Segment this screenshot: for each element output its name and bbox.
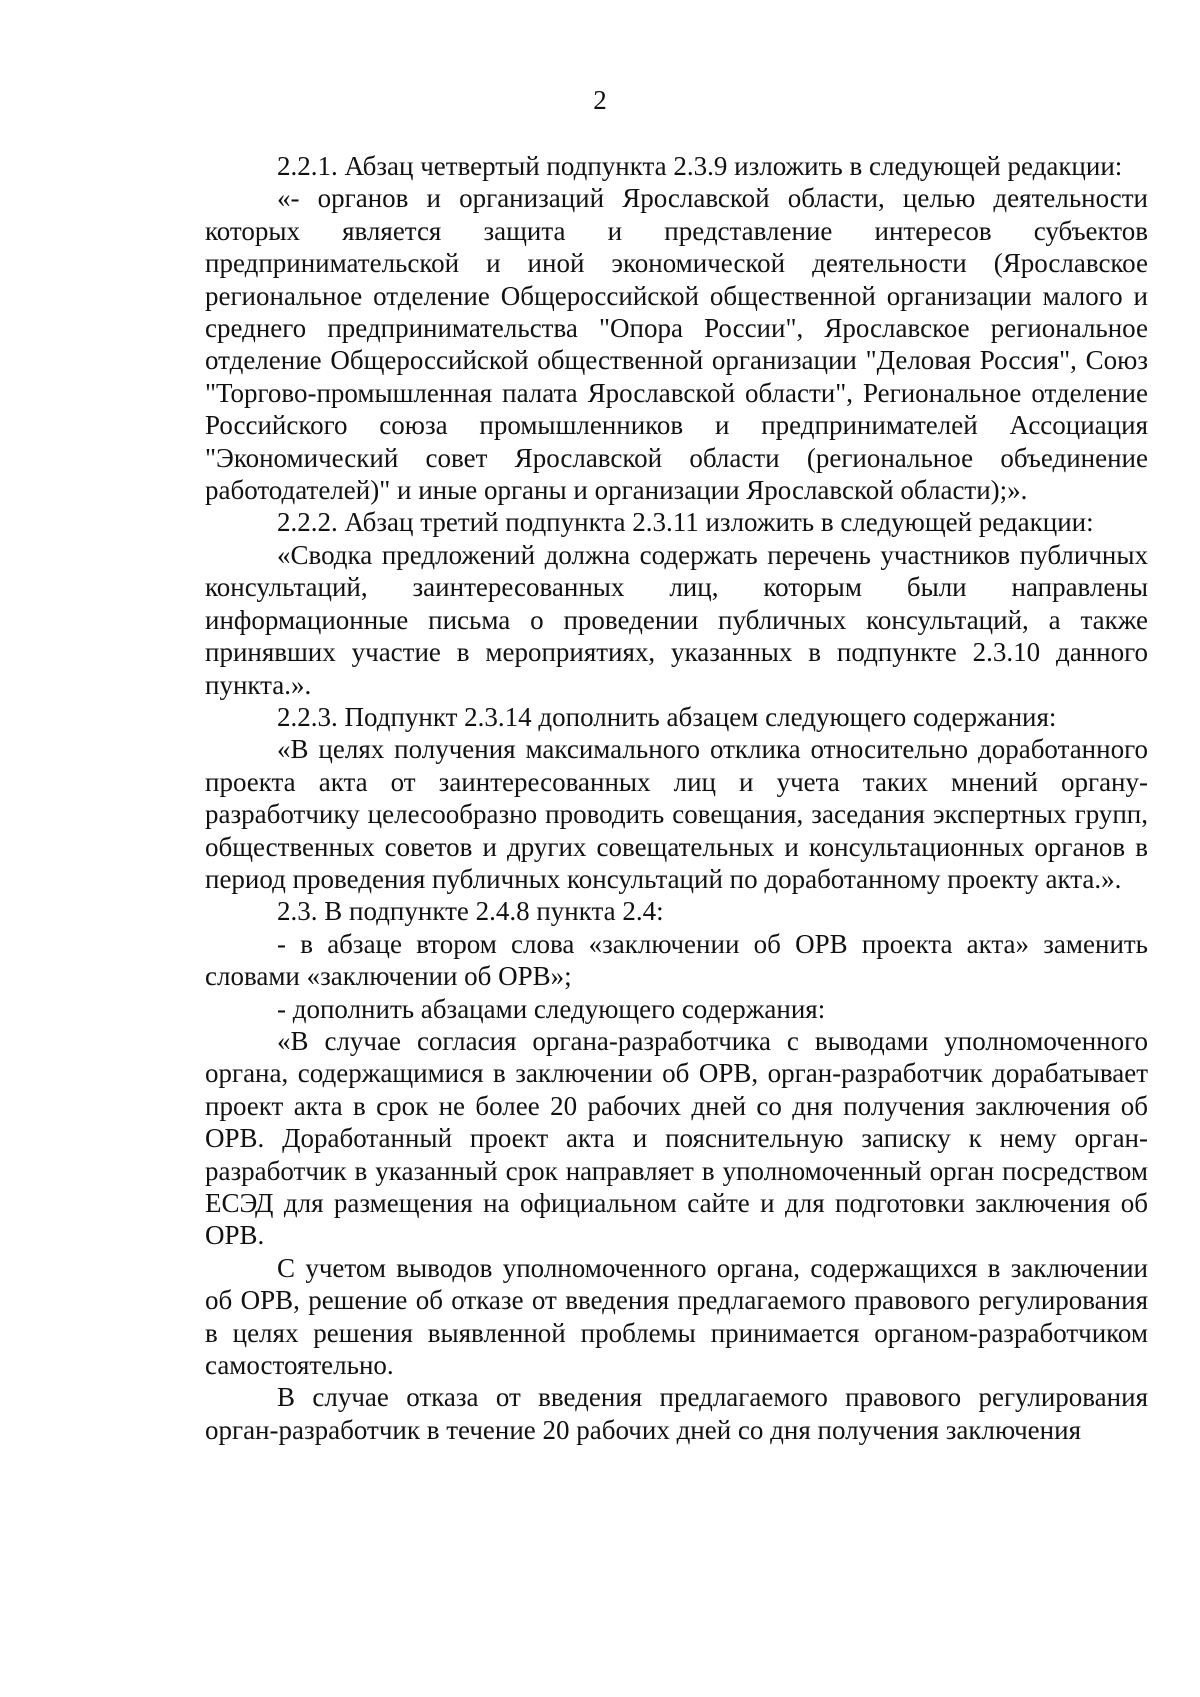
paragraph-quote-organizations: «- органов и организаций Ярославской области, целью деятельности которых является защита и представление интересов субъектов предпринимательской и иной экономической деятельности (Ярославское региональное отделение Общероссийской общественной организации малого и среднего предпринимательства "Опора России", Ярославское региональное отделение Общероссийской общественной организации "Деловая Россия", Союз "Торгово-промышленная палата Ярославской области", Региональное отделение Российского союза промышленников и предпринимателей Ассоциация "Экономический совет Ярославской области (региональное объединение работодателей)" и иные органы и организации Ярославской области);». <box>205 183 1148 506</box>
paragraph-add-paragraphs: - дополнить абзацами следующего содержания: <box>277 993 826 1024</box>
paragraph-2-3: 2.3. В подпункте 2.4.8 пункта 2.4: <box>277 896 664 927</box>
paragraph-2-2-1: 2.2.1. Абзац четвертый подпункта 2.3.9 изложить в следующей редакции: <box>277 151 1123 181</box>
paragraph-quote-consultations: «В целях получения максимального отклика относительно доработанного проекта акта от заинтересованных лиц и учета таких мнений органу-разработчику целесообразно проводить совещания, заседания экспертных групп, общественных советов и других совещательных и консультационных органов в период проведения публичных консультаций по доработанному проекту акта.». <box>205 734 1148 894</box>
paragraph-quote-summary: «Сводка предложений должна содержать перечень участников публичных консультаций, заинтересованных лиц, которым были направлены информационные письма о проведении публичных консультаций, а также принявших участие в мероприятиях, указанных в подпункте 2.3.10 данного пункта.». <box>205 539 1148 700</box>
paragraph-2-2-3: 2.2.3. Подпункт 2.3.14 дополнить абзацем следующего содержания: <box>277 701 1057 732</box>
document-body <box>205 150 1148 1446</box>
paragraph-quote-agreement: «В случае согласия органа-разработчика с выводами уполномоченного органа, содержащимися в заключении об ОРВ, орган-разработчик дорабатывает проект акта в срок не более 20 рабочих дней со дня получения заключения об ОРВ. Доработанный проект акта и пояснительную записку к нему орган-разработчик в указанный срок направляет в уполномоченный орган посредством ЕСЭД для размещения на официальном сайте и для подготовки заключения об ОРВ. <box>205 1025 1148 1251</box>
paragraph-2-2-2: 2.2.2. Абзац третий подпункта 2.3.11 изложить в следующей редакции: <box>277 507 1094 538</box>
page-number: 2 <box>593 85 607 115</box>
paragraph-considering-conclusions: С учетом выводов уполномоченного органа, содержащихся в заключении об ОРВ, решение об отказе от введения предлагаемого правового регулирования в целях решения выявленной проблемы принимается органом-разработчиком самостоятельно. <box>205 1252 1148 1381</box>
paragraph-replace-words: - в абзаце втором слова «заключении об ОРВ проекта акта» заменить словами «заключении об ОРВ»; <box>205 928 1148 992</box>
paragraph-refusal: В случае отказа от введения предлагаемого правового регулирования орган-разработчик в течение 20 рабочих дней со дня получения заключения <box>205 1382 1148 1445</box>
